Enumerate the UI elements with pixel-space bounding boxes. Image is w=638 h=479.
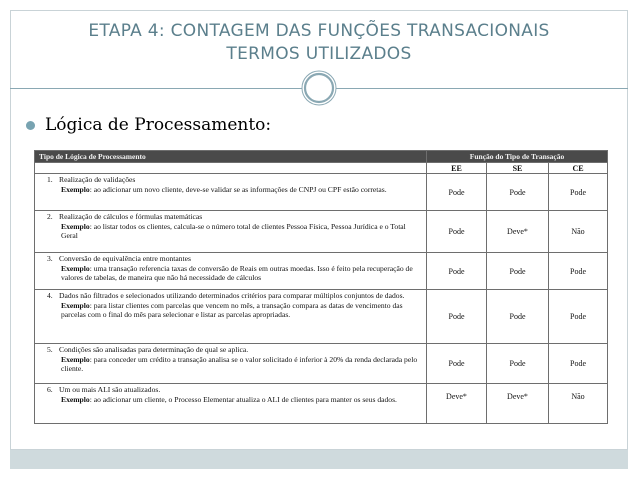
processing-logic-table (34, 150, 608, 424)
table-row (35, 253, 608, 290)
header-ce: CE (549, 163, 608, 174)
cell-se: Deve* (487, 211, 549, 253)
cell-ee: Pode (427, 253, 487, 290)
table-header-row (35, 151, 608, 163)
cell-se: Pode (487, 174, 549, 211)
bullet-item (26, 115, 271, 135)
title-line-1: ETAPA 4: CONTAGEM DAS FUNÇÕES TRANSACIONAIS (88, 21, 550, 41)
row-description: 2. Realização de cálculos e fórmulas matemáticas Exemplo: ao listar todos os clientes, calcula-se o número total de clientes Pessoa Física, Pessoa Jurídica e o Total Geral (35, 211, 427, 253)
row-description: 1. Realização de validações Exemplo: ao adicionar um novo cliente, deve-se validar se as informações de CNPJ ou CPF estão corretas. (35, 174, 427, 211)
cell-ee: Pode (427, 344, 487, 384)
table-row (35, 290, 608, 344)
bullet-text: Lógica de Processamento: (45, 115, 272, 135)
cell-ee: Deve* (427, 384, 487, 424)
header-se: SE (487, 163, 549, 174)
cell-se: Pode (487, 290, 549, 344)
header-blank (35, 163, 427, 174)
table-row (35, 384, 608, 424)
slide-title (0, 20, 638, 66)
header-ee: EE (427, 163, 487, 174)
circle-ornament-icon (301, 70, 337, 106)
cell-ee: Pode (427, 174, 487, 211)
cell-ee: Pode (427, 211, 487, 253)
row-description: 5. Condições são analisadas para determinação de qual se aplica. Exemplo: para conceder um crédito a transação analisa se o valor solicitado é inferior à 20% da renda declarada pelo cliente. (35, 344, 427, 384)
header-function: Função do Tipo de Transação (427, 151, 608, 163)
cell-se: Pode (487, 344, 549, 384)
title-rule-right (335, 88, 628, 89)
cell-se: Pode (487, 253, 549, 290)
table-subheader-row (35, 163, 608, 174)
row-description: 3. Conversão de equivalência entre montantes Exemplo: uma transação referencia taxas de conversão de Reais em outras moedas. Isso é feito pela recuperação de valores de tabelas, de maneira que não há necessidade de cálculos (35, 253, 427, 290)
table-row (35, 174, 608, 211)
cell-ce: Pode (549, 290, 608, 344)
header-type: Tipo de Lógica de Processamento (35, 151, 427, 163)
cell-ce: Pode (549, 174, 608, 211)
title-line-2: TERMOS UTILIZADOS (226, 44, 412, 64)
cell-ce: Pode (549, 344, 608, 384)
cell-ce: Pode (549, 253, 608, 290)
table-row (35, 211, 608, 253)
row-description: 6. Um ou mais ALI são atualizados. Exemplo: ao adicionar um cliente, o Processo Elementar atualiza o ALI de clientes para manter os seus dados. (35, 384, 427, 424)
cell-ce: Não (549, 384, 608, 424)
cell-ee: Pode (427, 290, 487, 344)
title-rule-left (10, 88, 311, 89)
cell-ce: Não (549, 211, 608, 253)
table-row (35, 344, 608, 384)
footer-band (10, 450, 628, 469)
bullet-dot-icon (26, 121, 35, 130)
cell-se: Deve* (487, 384, 549, 424)
row-description: 4. Dados não filtrados e selecionados utilizando determinados critérios para comparar múltiplos conjuntos de dados. Exemplo: para listar clientes com parcelas que vencem no mês, a transação compara as datas de vencimento das parcelas com o final do mês para selecionar e listar as parcelas apropriadas. (35, 290, 427, 344)
